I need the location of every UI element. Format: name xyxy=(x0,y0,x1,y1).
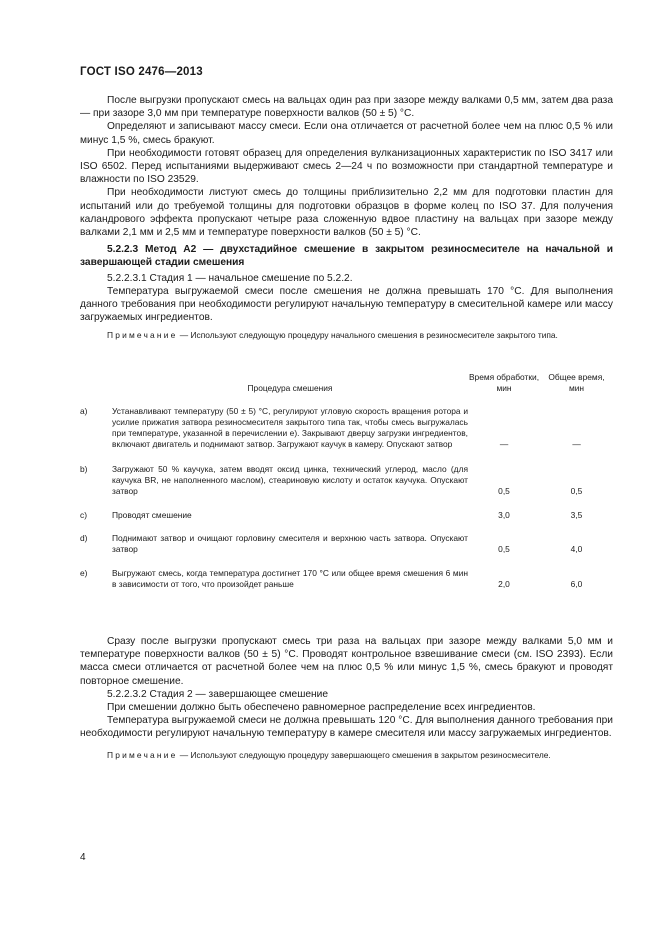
note-text: — Используют следующую процедуру начального смешения в резиносмесителе закрытого типа. xyxy=(177,330,558,341)
note-label: Примечание xyxy=(107,330,178,341)
row-time: 0,5 xyxy=(498,486,510,497)
row-time: 2,0 xyxy=(498,578,510,589)
paragraph: Температура выгружаемой смеси не должна превышать 120 °С. Для выполнения данного требования при необходимости регулируют начальную температуру в камере смесителя или массу загружаемых ингредиентов. xyxy=(80,715,613,740)
row-text: Устанавливают температуру (50 ± 5) °С, регулируют угловую скорость вращения ротора и усилие прижатия затвора резиносмесителя закрытого типа так, чтобы смесь выгружалась при температуре, указанной в перечислении е). Закрывают дверцу загрузки ингредиентов, включают двигатель и поднимают затвор. Загружают каучук в камеру. Опускают затвор xyxy=(112,405,468,450)
document-header: ГОСТ ISO 2476—2013 xyxy=(80,66,203,78)
note-text: — Используют следующую процедуру завершающего смешения в закрытом резиносмесителе. xyxy=(177,749,551,760)
row-total: 6,0 xyxy=(570,578,583,589)
table-row xyxy=(80,498,613,521)
stage1-text: Температура выгружаемой смеси после смешения не должна превышать 170 °С. Для выполнения данного требования при необходимости регулируют начальную температуру в смесительной камере или массу загружаемых ингредиентов. xyxy=(80,285,613,324)
row-letter: d) xyxy=(80,532,88,543)
stage1-title: 5.2.2.3.1 Стадия 1 — начальное смешение по 5.2.2. xyxy=(107,272,353,284)
row-letter: b) xyxy=(80,463,88,474)
note-label: Примечание xyxy=(107,749,178,760)
mixing-procedure-table xyxy=(80,372,613,590)
row-letter: а) xyxy=(80,405,88,416)
row-text: Поднимают затвор и очищают горловину смесителя и верхнюю часть затвора. Опускают затвор xyxy=(112,532,468,555)
paragraph: При необходимости листуют смесь до толщины приблизительно 2,2 мм для подготовки пластин для испытаний или до требуемой толщины для подготовки образцов в форме колец по ISO 37. Для получения каландрового эффекта пропускают четыре раза сложенную вдвое пластину на вальцах при зазоре между валками 2,1 мм и 2,5 мм и температуре поверхности валков (50 ± 5) °С. xyxy=(80,187,613,239)
col-total: Общее время, мин xyxy=(548,372,605,394)
row-text: Проводят смешение xyxy=(112,509,192,520)
page-number: 4 xyxy=(80,852,86,863)
row-total: 0,5 xyxy=(570,486,583,497)
note-2 xyxy=(80,750,613,762)
col-procedure: Процедура смешения xyxy=(247,383,333,394)
section-block-2 xyxy=(80,635,613,761)
paragraph: При смешении должно быть обеспечено равномерное распределение всех ингредиентов. xyxy=(107,702,536,714)
section-block-1 xyxy=(80,94,613,342)
row-time: — xyxy=(499,439,509,450)
table-row xyxy=(80,451,613,498)
row-total: — xyxy=(572,439,581,450)
heading-method-a2: 5.2.2.3 Метод А2 — двухстадийное смешение в закрытом резиносмесителе на начальной и завершающей стадии смешения xyxy=(80,244,613,269)
note-1 xyxy=(80,330,613,342)
table-header-row xyxy=(80,372,613,398)
row-letter: е) xyxy=(80,567,88,578)
paragraph: Определяют и записывают массу смеси. Если она отличается от расчетной более чем на плюс 0,5 % или минус 1,5 %, смесь бракуют. xyxy=(80,121,613,146)
row-total: 4,0 xyxy=(570,544,583,555)
row-letter: с) xyxy=(80,509,87,520)
row-text: Выгружают смесь, когда температура достигнет 170 °С или общее время смешения 6 мин в зависимости от того, что произойдет раньше xyxy=(112,567,468,589)
table-row xyxy=(80,556,613,591)
paragraph: При необходимости готовят образец для определения вулканизационных характеристик по ISO 3417 или ISO 6502. Перед испытаниями выдерживают смесь 2—24 ч по возможности при стандартной температуре и влажности по ISO 23529. xyxy=(80,147,613,186)
col-time: Время обработки, мин xyxy=(468,372,540,394)
paragraph: Сразу после выгрузки пропускают смесь три раза на вальцах при зазоре между валками 5,0 мм и температуре поверхности валков (50 ± 5) °С. Проводят контрольное взвешивание смеси (см. ISO 2393). Если масса смеси отличается от расчетной более чем на плюс 0,5 % или минус 1,5 %, смесь бракуют и проводят повторное смешение. xyxy=(80,636,613,687)
row-text: Загружают 50 % каучука, затем вводят оксид цинка, технический углерод, масло (для каучука BR, не наполненного маслом), стеариновую кислоту и остаток каучука. Опускают затвор xyxy=(112,463,468,497)
row-total: 3,5 xyxy=(570,509,583,520)
table-row xyxy=(80,398,613,451)
stage2-title: 5.2.2.3.2 Стадия 2 — завершающее смешение xyxy=(107,688,329,700)
row-time: 3,0 xyxy=(498,509,510,520)
row-time: 0,5 xyxy=(498,544,510,555)
table-row xyxy=(80,521,613,556)
paragraph: После выгрузки пропускают смесь на вальцах один раз при зазоре между валками 0,5 мм, затем два раза — при зазоре 3,0 мм при температуре поверхности валков (50 ± 5) °С. xyxy=(80,95,613,120)
